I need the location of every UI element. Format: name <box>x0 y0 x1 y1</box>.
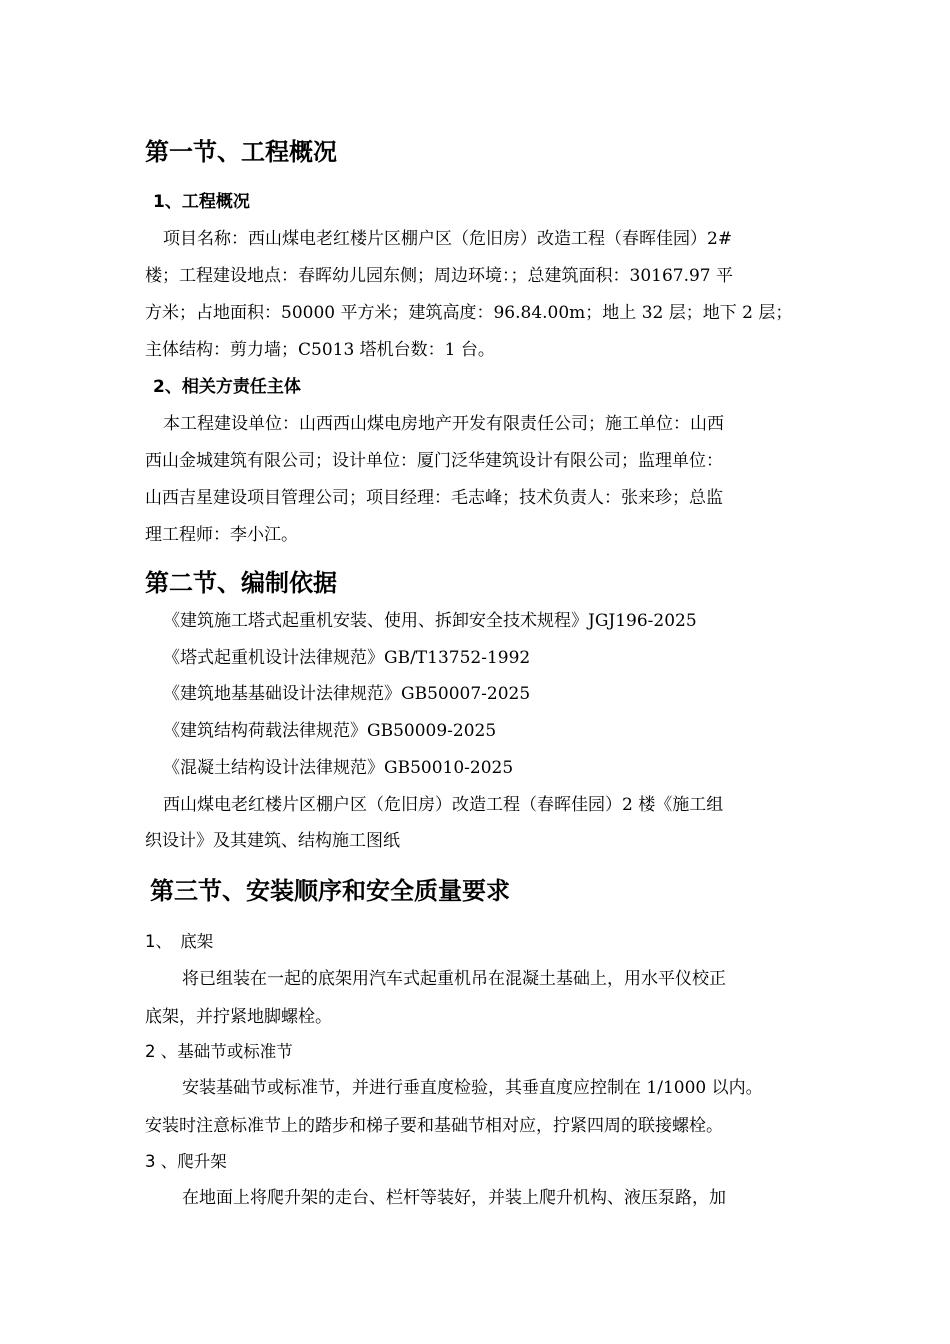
step-3-heading: 3 、爬升架 <box>145 1152 227 1171</box>
reference-line: 《建筑结构荷载法律规范》GB50009-2025 <box>163 721 497 741</box>
reference-line: 《建筑地基基础设计法律规范》GB50007-2025 <box>163 684 531 704</box>
reference-line: 西山煤电老红楼片区棚户区（危旧房）改造工程（春晖佳园）2 楼《施工组 <box>163 795 724 815</box>
paragraph-line: 底架，并拧紧地脚螺栓。 <box>145 1007 332 1027</box>
paragraph-line: 安装时注意标准节上的踏步和梯子要和基础节相对应，拧紧四周的联接螺栓。 <box>145 1116 723 1136</box>
reference-line: 《混凝土结构设计法律规范》GB50010-2025 <box>163 758 514 778</box>
section-2-title: 第二节、编制依据 <box>145 569 337 597</box>
section-1-title: 第一节、工程概况 <box>145 138 337 166</box>
paragraph-line: 理工程师：李小江。 <box>145 525 298 545</box>
step-1-heading: 1、 底架 <box>145 932 214 951</box>
section-1-1-heading: 1、工程概况 <box>153 192 250 212</box>
paragraph-line: 在地面上将爬升架的走台、栏杆等装好，并装上爬升机构、液压泵路，加 <box>182 1188 726 1208</box>
paragraph-line: 方米；占地面积：50000 平方米；建筑高度：96.84.00m；地上 32 层；地下 2 层； <box>145 303 793 323</box>
paragraph-line: 山西吉星建设项目管理公司；项目经理：毛志峰；技术负责人：张来珍；总监 <box>145 488 723 508</box>
section-3-title: 第三节、安装顺序和安全质量要求 <box>150 877 510 905</box>
paragraph-line: 西山金城建筑有限公司；设计单位：厦门泛华建筑设计有限公司；监理单位： <box>145 451 723 471</box>
paragraph-line: 将已组装在一起的底架用汽车式起重机吊在混凝土基础上，用水平仪校正 <box>182 969 726 989</box>
reference-line: 《塔式起重机设计法律规范》GB/T13752-1992 <box>163 648 531 668</box>
paragraph-line: 本工程建设单位：山西西山煤电房地产开发有限责任公司；施工单位：山西 <box>163 414 724 434</box>
paragraph-line: 楼；工程建设地点：春晖幼儿园东侧；周边环境：；总建筑面积：30167.97 平 <box>145 266 734 286</box>
step-2-heading: 2 、基础节或标准节 <box>145 1042 293 1061</box>
paragraph-line: 主体结构：剪力墙；C5013 塔机台数：1 台。 <box>145 340 495 360</box>
paragraph-line: 安装基础节或标准节，并进行垂直度检验，其垂直度应控制在 1/1000 以内。 <box>182 1078 763 1098</box>
reference-line: 织设计》及其建筑、结构施工图纸 <box>145 831 400 851</box>
paragraph-line: 项目名称：西山煤电老红楼片区棚户区（危旧房）改造工程（春晖佳园）2# <box>163 229 733 249</box>
reference-line: 《建筑施工塔式起重机安装、使用、拆卸安全技术规程》JGJ196-2025 <box>163 611 697 631</box>
section-1-2-heading: 2、相关方责任主体 <box>153 377 301 397</box>
